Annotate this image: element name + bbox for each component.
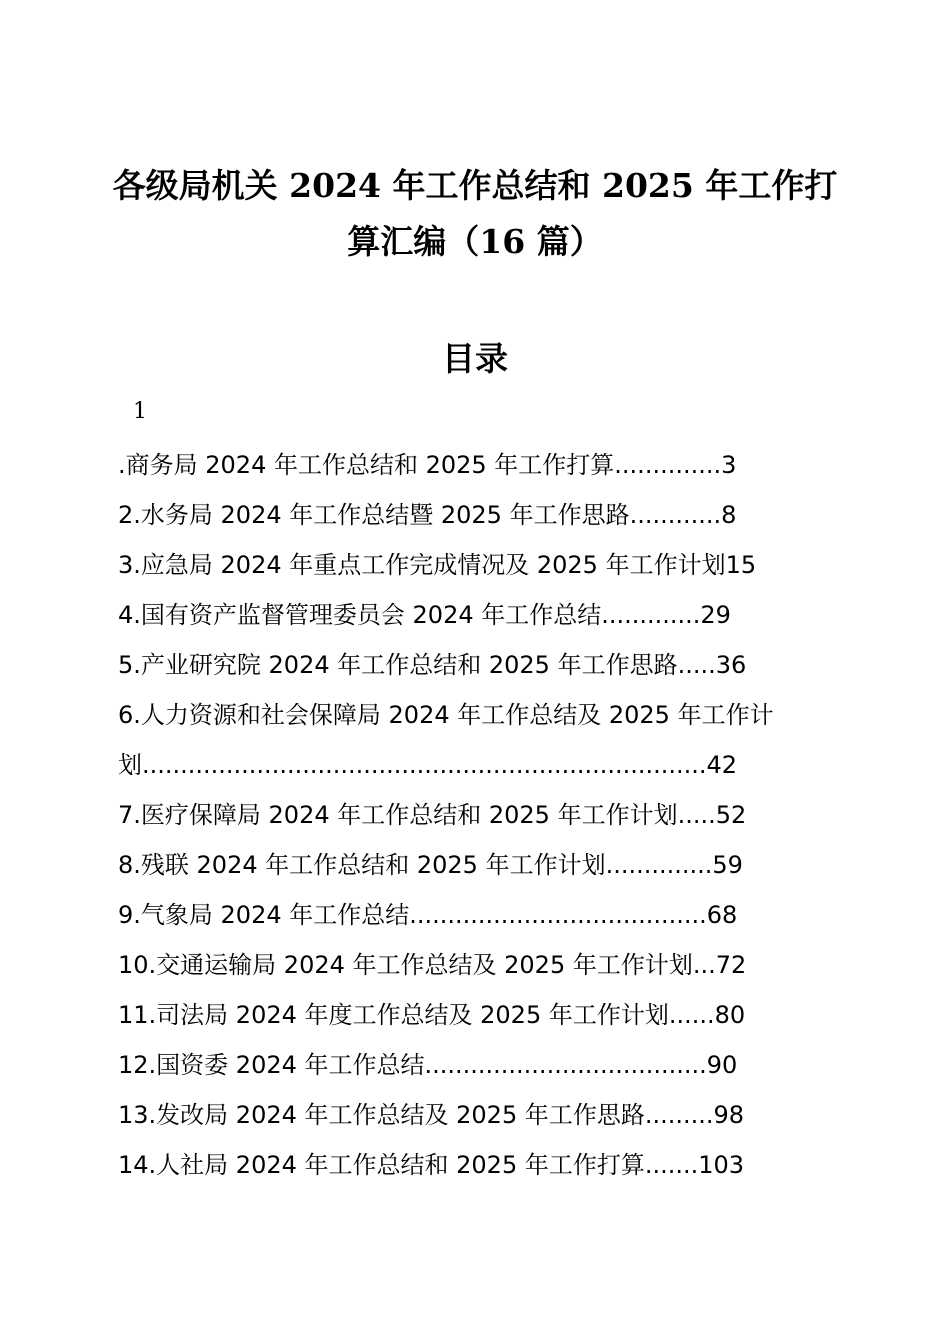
toc-entry-line-1: 6.人力资源和社会保障局 2024 年工作总结及 2025 年工作计 — [118, 701, 774, 729]
document-title-line-2: 算汇编（16 篇） — [347, 222, 603, 261]
toc-entry[interactable]: 7.医疗保障局 2024 年工作总结和 2025 年工作计划.....52 — [118, 801, 747, 829]
toc-entry[interactable]: 2.水务局 2024 年工作总结暨 2025 年工作思路............8 — [118, 501, 737, 529]
toc-entry[interactable] — [118, 690, 838, 790]
toc-entry[interactable]: 11.司法局 2024 年度工作总结及 2025 年工作计划......80 — [118, 1001, 746, 1029]
toc-entry[interactable]: 4.国有资产监督管理委员会 2024 年工作总结.............29 — [118, 601, 731, 629]
toc-entry[interactable]: 14.人社局 2024 年工作总结和 2025 年工作打算.......103 — [118, 1151, 745, 1179]
toc-entry[interactable]: .商务局 2024 年工作总结和 2025 年工作打算..............3 — [118, 451, 737, 479]
toc-entry[interactable]: 8.残联 2024 年工作总结和 2025 年工作计划..............59 — [118, 851, 743, 879]
toc-entry[interactable]: 3.应急局 2024 年重点工作完成情况及 2025 年工作计划15 — [118, 551, 757, 579]
toc-heading: 目录 — [442, 339, 508, 378]
document-title-line-1: 各级局机关 2024 年工作总结和 2025 年工作打 — [112, 166, 838, 205]
table-of-contents — [118, 440, 838, 1190]
toc-entry-line-2: 划..........................................................................42 — [118, 751, 738, 779]
toc-entry[interactable]: 12.国资委 2024 年工作总结.....................................90 — [118, 1051, 738, 1079]
toc-entry[interactable]: 5.产业研究院 2024 年工作总结和 2025 年工作思路.....36 — [118, 651, 747, 679]
toc-entry[interactable]: 9.气象局 2024 年工作总结.......................................68 — [118, 901, 738, 929]
toc-entry[interactable]: 10.交通运输局 2024 年工作总结及 2025 年工作计划...72 — [118, 951, 747, 979]
stray-list-number: 1 — [133, 399, 147, 424]
toc-entry[interactable]: 13.发改局 2024 年工作总结及 2025 年工作思路.........98 — [118, 1101, 745, 1129]
